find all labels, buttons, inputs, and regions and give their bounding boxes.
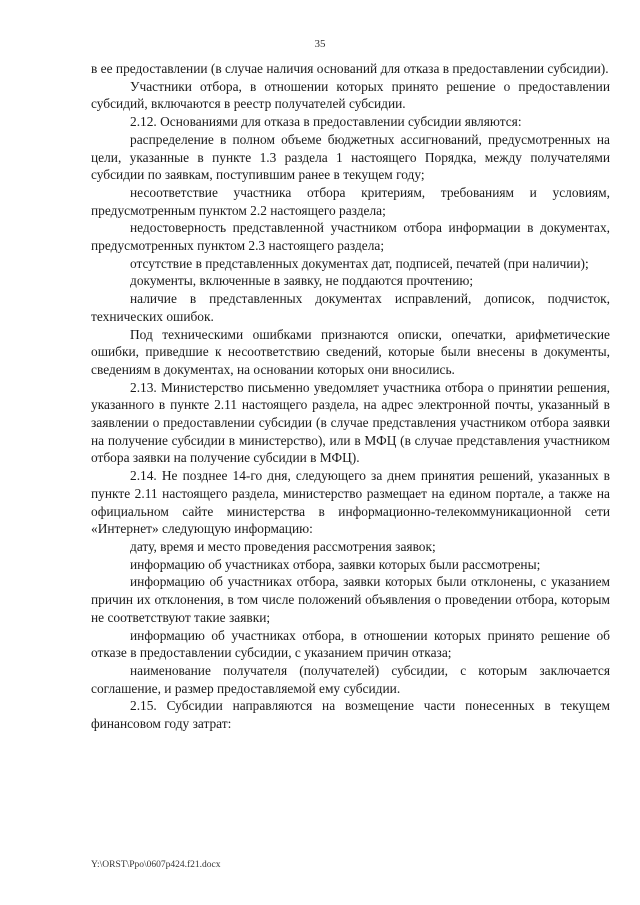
list-item: наличие в представленных документах исправлений, дописок, подчисток, технических ошибок.: [91, 291, 610, 324]
list-item: несоответствие участника отбора критериям, требованиям и условиям, предусмотренным пунктом 2.2 настоящего раздела;: [91, 184, 610, 218]
section-heading-2-12: 2.12. Основаниями для отказа в предоставлении субсидии являются:: [130, 114, 522, 130]
paragraph: Под техническими ошибками признаются описки, опечатки, арифметические ошибки, приведшие к несоответствию сведений, которые были внесены в документы, сведениям в документах, на основании которых они вносились.: [91, 326, 610, 377]
section-2-15: 2.15. Субсидии направляются на возмещение части понесенных в текущем финансовом году затрат:: [91, 698, 610, 732]
list-item: отсутствие в представленных документах дат, подписей, печатей (при наличии);: [130, 255, 589, 271]
list-item: документы, включенные в заявку, не поддаются прочтению;: [130, 273, 474, 289]
list-item: дату, время и место проведения рассмотрения заявок;: [130, 538, 436, 554]
document-body: [91, 60, 610, 733]
section-2-14: 2.14. Не позднее 14-го дня, следующего за днем принятия решений, указанных в пункте 2.11 настоящего раздела, министерство размещает на едином портале, а также на официальном сайте министерства в информационно-телекоммуникационной сети «Интернет» следующую информацию:: [91, 468, 610, 537]
page-number: 35: [314, 38, 326, 50]
list-item: распределение в полном объеме бюджетных ассигнований, предусмотренных на цели, указанные в пункте 1.3 раздела 1 настоящего Порядка, между получателями субсидии по заявкам, поступившим ранее в текущем году;: [91, 131, 610, 183]
paragraph: в ее предоставлении (в случае наличия оснований для отказа в предоставлении субсидии).: [91, 61, 609, 76]
list-item: информацию об участниках отбора, в отношении которых принято решение об отказе в предоставлении субсидии, с указанием причин отказа;: [91, 627, 610, 661]
list-item: информацию об участниках отбора, заявки которых были отклонены, с указанием причин их отклонения, в том числе положений объявления о проведении отбора, которым не соответствуют такие заявки;: [91, 574, 610, 625]
paragraph: Участники отбора, в отношении которых принято решение о предоставлении субсидий, включаются в реестр получателей субсидии.: [91, 78, 610, 112]
list-item: информацию об участниках отбора, заявки которых были рассмотрены;: [130, 556, 541, 572]
section-2-13: 2.13. Министерство письменно уведомляет участника отбора о принятии решения, указанного в пункте 2.11 настоящего раздела, на адрес электронной почты, указанный в заявлении о предоставлении субсидии (в случае представления участником отбора заявки на получение субсидии в министерство), или в МФЦ (в случае представления участником отбора заявки на получение субсидии в МФЦ).: [91, 379, 610, 466]
list-item: наименование получателя (получателей) субсидии, с которым заключается соглашение, и размер предоставляемой ему субсидии.: [91, 662, 610, 696]
file-path-footer: Y:\ORST\Ppo\0607p424.f21.docx: [91, 860, 221, 870]
list-item: недостоверность представленной участником отбора информации в документах, предусмотренных пунктом 2.3 настоящего раздела;: [91, 220, 610, 254]
